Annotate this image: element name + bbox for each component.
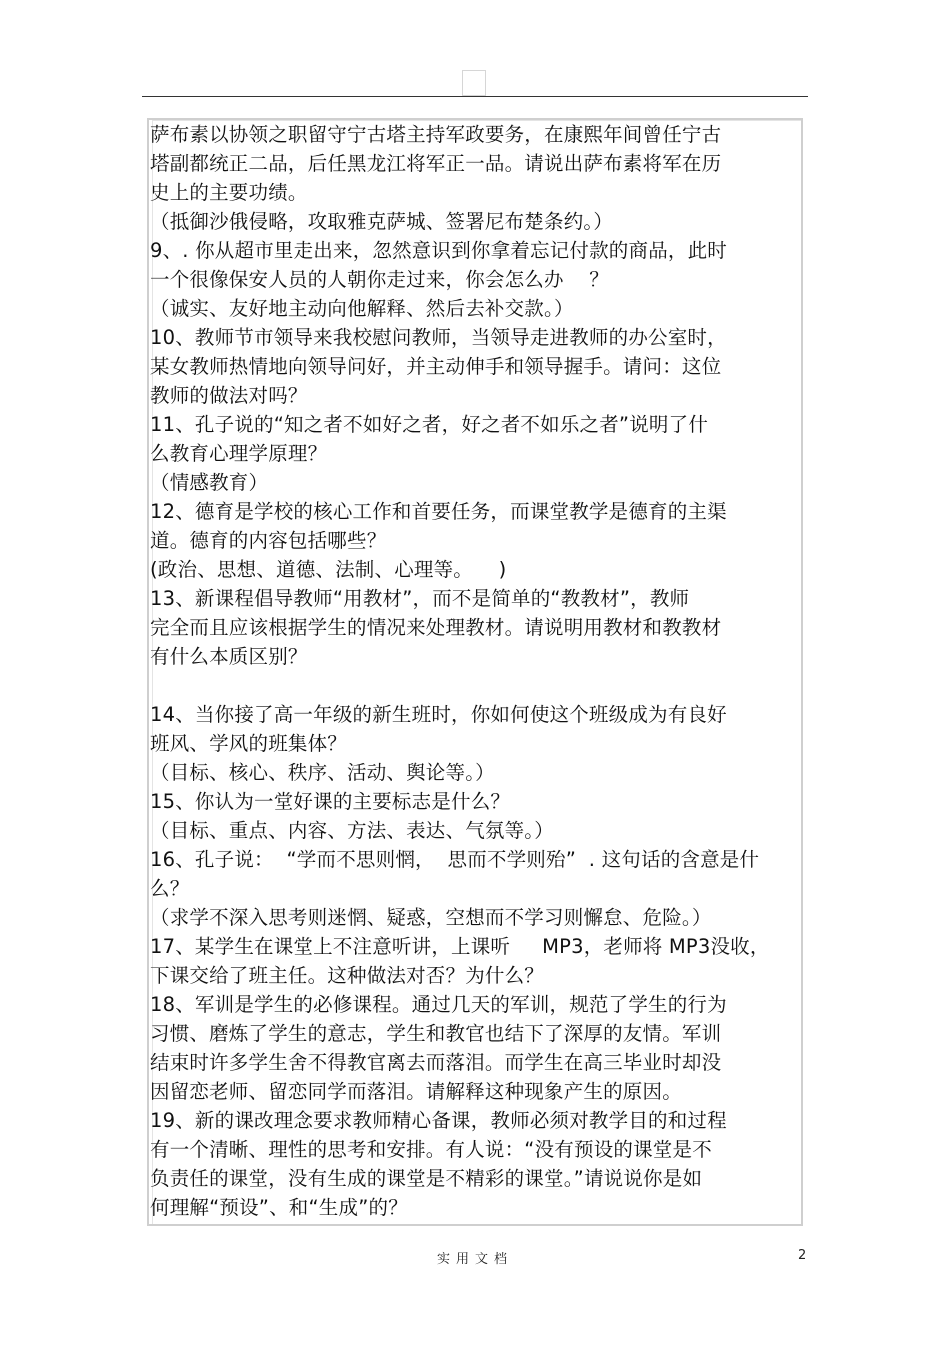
header-rule <box>142 96 808 97</box>
question-line: 13、新课程倡导教师“用教材”，而不是简单的“教教材”，教师 <box>150 587 690 610</box>
text-line: 史上的主要功绩。 <box>150 181 308 204</box>
header-box <box>462 70 486 96</box>
text-line: 道。德育的内容包括哪些？ <box>150 529 387 552</box>
text-line: 有什么本质区别？ <box>150 645 308 668</box>
text-line: 某女教师热情地向领导问好，并主动伸手和领导握手。请问：这位 <box>150 355 722 378</box>
text-line: 班风、学风的班集体？ <box>150 732 348 755</box>
text-line: 塔副都统正二品，后任黑龙江将军正一品。请说出萨布素将军在历 <box>150 152 722 175</box>
document-body <box>150 120 800 1222</box>
question-line: 16、孔子说： “学而不思则惘， 思而不学则殆” . 这句话的含意是什 <box>150 848 760 871</box>
text-line: 萨布素以协领之职留守宁古塔主持军政要务，在康熙年间曾任宁古 <box>150 123 722 146</box>
question-line: 10、教师节市领导来我校慰问教师，当领导走进教师的办公室时， <box>150 326 727 349</box>
blank-line <box>150 671 800 700</box>
text-line: 负责任的课堂，没有生成的课堂是不精彩的课堂。”请说说你是如 <box>150 1167 703 1190</box>
text-line: 完全而且应该根据学生的情况来处理教材。请说明用教材和教教材 <box>150 616 722 639</box>
answer-line: (政治、思想、道德、法制、心理等。 ) <box>150 558 507 581</box>
answer-line: （目标、核心、秩序、活动、舆论等。） <box>150 761 495 784</box>
text-line: 有一个清晰、理性的思考和安排。有人说：“没有预设的课堂是不 <box>150 1138 712 1161</box>
question-line: 9、. 你从超市里走出来，忽然意识到你拿着忘记付款的商品，此时 <box>150 239 728 262</box>
answer-line: （情感教育） <box>150 471 269 494</box>
question-line: 18、军训是学生的必修课程。通过几天的军训，规范了学生的行为 <box>150 993 727 1016</box>
answer-line: （诚实、友好地主动向他解释、然后去补交款。） <box>150 297 574 320</box>
text-line: 结束时许多学生舍不得教官离去而落泪。而学生在高三毕业时却没 <box>150 1051 722 1074</box>
footer-label: 实用文档 <box>436 1252 513 1267</box>
question-line: 14、当你接了高一年级的新生班时，你如何使这个班级成为有良好 <box>150 703 727 726</box>
question-line: 15、你认为一堂好课的主要标志是什么？ <box>150 790 511 813</box>
answer-line: （目标、重点、内容、方法、表达、气氛等。） <box>150 819 554 842</box>
question-line: 19、新的课改理念要求教师精心备课，教师必须对教学目的和过程 <box>150 1109 727 1132</box>
text-line: 下课交给了班主任。这种做法对否？为什么？ <box>150 964 545 987</box>
text-line: 何理解“预设”、和“生成”的？ <box>150 1196 408 1219</box>
question-line: 11、孔子说的“知之者不如好之者，好之者不如乐之者”说明了什 <box>150 413 709 436</box>
question-line: 12、德育是学校的核心工作和首要任务，而课堂教学是德育的主渠 <box>150 500 727 523</box>
text-line: 么教育心理学原理？ <box>150 442 328 465</box>
text-line: 因留恋老师、留恋同学而落泪。请解释这种现象产生的原因。 <box>150 1080 682 1103</box>
answer-line: （求学不深入思考则迷惘、疑惑，空想而不学习则懈怠、危险。） <box>150 906 712 929</box>
text-line: 一个很像保安人员的人朝你走过来，你会怎么办 ？ <box>150 268 609 291</box>
text-line: 么？ <box>150 877 190 900</box>
page-number: 2 <box>798 1248 807 1263</box>
question-line: 17、某学生在课堂上不注意听讲，上课听 MP3，老师将 MP3没收， <box>150 935 770 958</box>
text-line: 教师的做法对吗？ <box>150 384 308 407</box>
text-line: 习惯、磨炼了学生的意志，学生和教官也结下了深厚的友情。军训 <box>150 1022 722 1045</box>
answer-line: （抵御沙俄侵略，攻取雅克萨城、签署尼布楚条约。） <box>150 210 614 233</box>
